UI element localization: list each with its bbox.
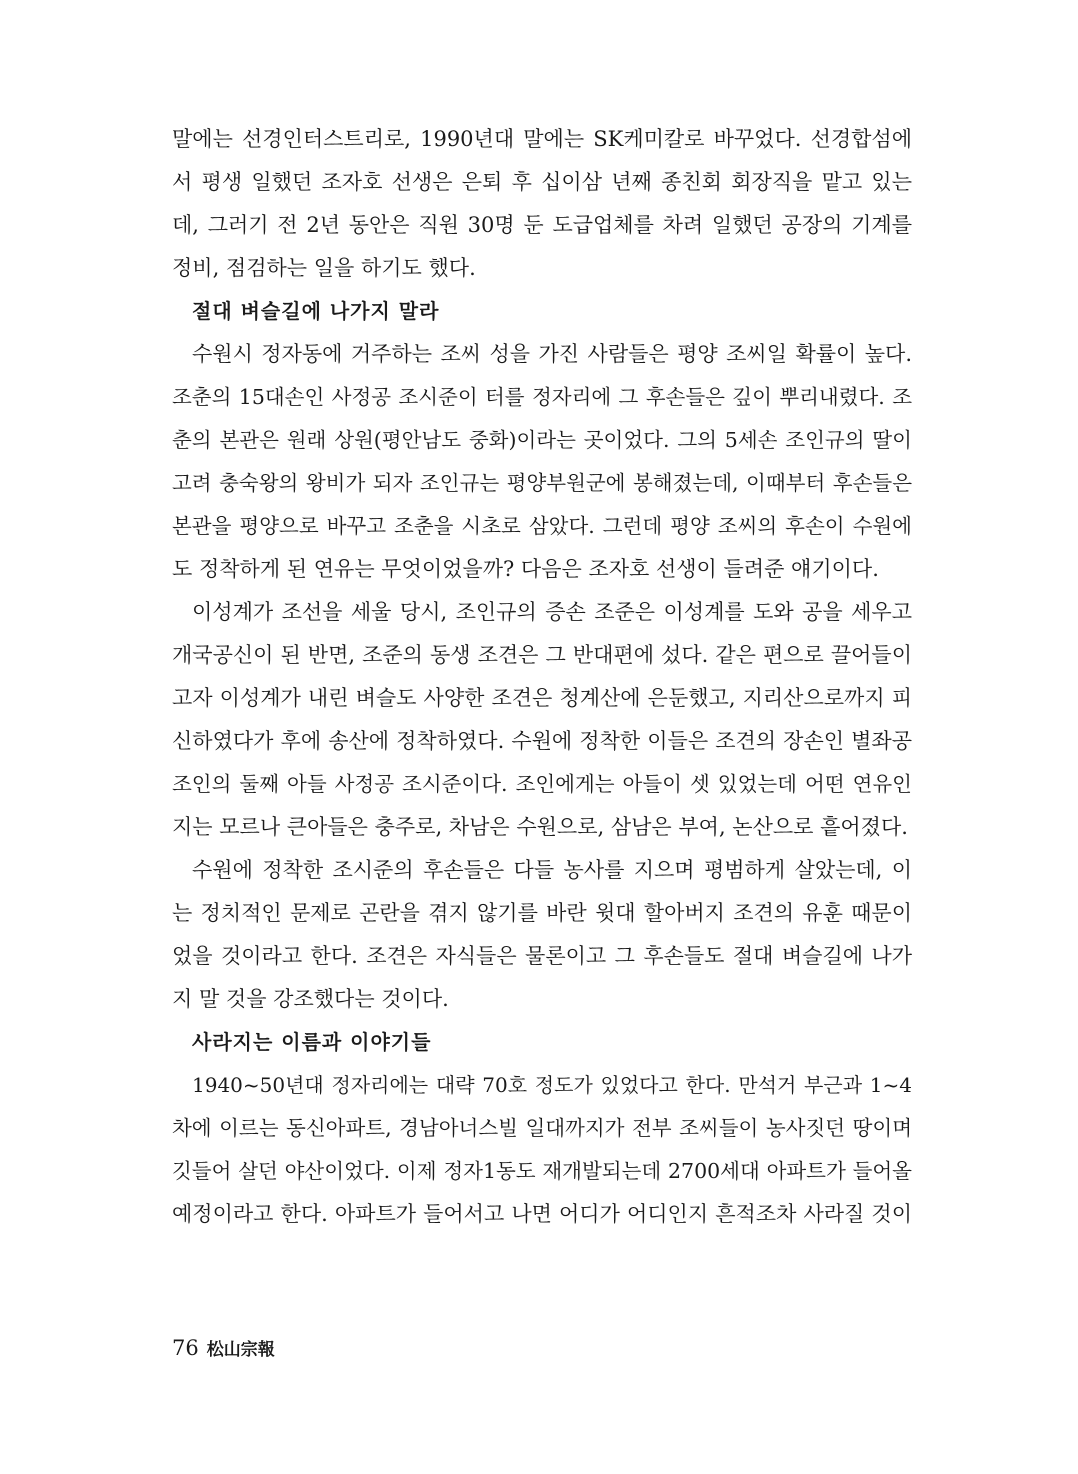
text-line: 지는 모르나 큰아들은 충주로, 차남은 수원으로, 삼남은 부여, 논산으로 흩어졌다.: [172, 815, 908, 839]
text-line: 차에 이르는 동신아파트, 경남아너스빌 일대까지가 전부 조씨들이 농사짓던 땅이며: [172, 1116, 912, 1140]
text-line: 서 평생 일했던 조자호 선생은 은퇴 후 십이삼 년째 종친회 회장직을 맡고 있는: [172, 170, 912, 194]
text-line: 데, 그러기 전 2년 동안은 직원 30명 둔 도급업체를 차려 일했던 공장의 기계를: [172, 213, 912, 237]
text-line: 개국공신이 된 반면, 조준의 동생 조견은 그 반대편에 섰다. 같은 편으로 끌어들이: [172, 643, 912, 667]
text-line: 도 정착하게 된 연유는 무엇이었을까? 다음은 조자호 선생이 들려준 얘기이다.: [172, 557, 879, 581]
text-line: 조춘의 15대손인 사정공 조시준이 터를 정자리에 그 후손들은 깊이 뿌리내렸다. 조: [172, 385, 912, 409]
text-line: 본관을 평양으로 바꾸고 조춘을 시초로 삼았다. 그런데 평양 조씨의 후손이 수원에: [172, 514, 912, 538]
paragraph-3: [172, 591, 912, 849]
section-heading-2: 사라지는 이름과 이야기들: [192, 1030, 432, 1054]
paragraph-2: [172, 333, 912, 591]
text-line: 었을 것이라고 한다. 조견은 자식들은 물론이고 그 후손들도 절대 벼슬길에 나가: [172, 944, 912, 968]
text-line: 예정이라고 한다. 아파트가 들어서고 나면 어디가 어디인지 흔적조차 사라질 것이: [172, 1202, 912, 1226]
page-body: [172, 118, 912, 1236]
text-line: 수원시 정자동에 거주하는 조씨 성을 가진 사람들은 평양 조씨일 확률이 높다.: [192, 342, 912, 366]
text-line: 고자 이성계가 내린 벼슬도 사양한 조견은 청계산에 은둔했고, 지리산으로까지 피: [172, 686, 912, 710]
journal-title: 松山宗報: [206, 1340, 275, 1360]
text-line: 조인의 둘째 아들 사정공 조시준이다. 조인에게는 아들이 셋 있었는데 어떤 연유인: [172, 772, 912, 796]
text-line: 고려 충숙왕의 왕비가 되자 조인규는 평양부원군에 봉해졌는데, 이때부터 후손들은: [172, 471, 912, 495]
paragraph-1: [172, 118, 912, 290]
text-line: 깃들어 살던 야산이었다. 이제 정자1동도 재개발되는데 2700세대 아파트가 들어올: [172, 1159, 912, 1183]
page-number: 76: [172, 1336, 199, 1360]
paragraph-5: [172, 1064, 912, 1236]
text-line: 신하였다가 후에 송산에 정착하였다. 수원에 정착한 이들은 조견의 장손인 별좌공: [172, 729, 912, 753]
text-line: 수원에 정착한 조시준의 후손들은 다들 농사를 지으며 평범하게 살았는데, 이: [192, 858, 912, 882]
text-line: 말에는 선경인터스트리로, 1990년대 말에는 SK케미칼로 바꾸었다. 선경합섬에: [172, 127, 912, 151]
paragraph-4: [172, 849, 912, 1021]
text-line: 1940~50년대 정자리에는 대략 70호 정도가 있었다고 한다. 만석거 부근과 1~4: [192, 1073, 912, 1097]
text-line: 지 말 것을 강조했다는 것이다.: [172, 987, 449, 1011]
text-line: 정비, 점검하는 일을 하기도 했다.: [172, 256, 476, 280]
text-line: 춘의 본관은 원래 상원(평안남도 중화)이라는 곳이었다. 그의 5세손 조인규의 딸이: [172, 428, 912, 452]
text-line: 는 정치적인 문제로 곤란을 겪지 않기를 바란 윗대 할아버지 조견의 유훈 때문이: [172, 901, 912, 925]
text-line: 이성계가 조선을 세울 당시, 조인규의 증손 조준은 이성계를 도와 공을 세우고: [192, 600, 912, 624]
page-footer: [172, 1333, 275, 1365]
section-heading-1: 절대 벼슬길에 나가지 말라: [192, 299, 440, 323]
